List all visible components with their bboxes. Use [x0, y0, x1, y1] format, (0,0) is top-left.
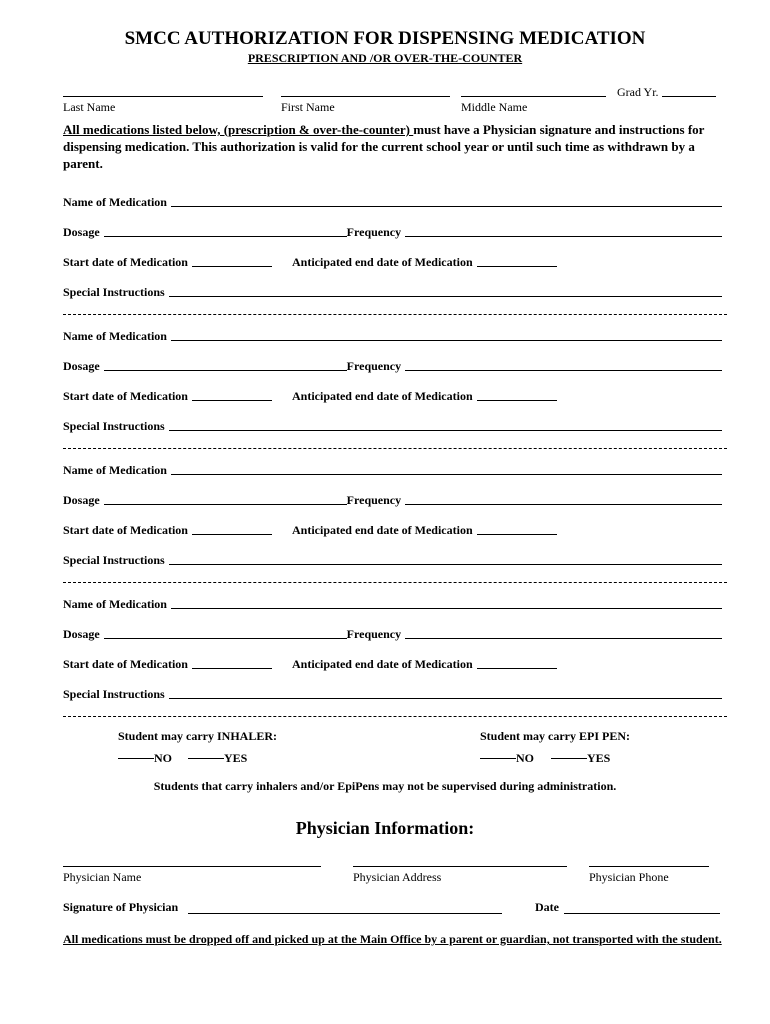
- medication-3-dates-row: [63, 522, 722, 538]
- med-dosage-label: Dosage: [63, 493, 100, 507]
- physician-name-field[interactable]: [63, 866, 321, 867]
- grad-yr-label: Grad Yr.: [617, 85, 659, 99]
- medication-2-special-row: [63, 418, 722, 434]
- med-name-label: Name of Medication: [63, 597, 167, 611]
- med-end-label: Anticipated end date of Medication: [291, 657, 473, 671]
- med-dosage-label: Dosage: [63, 359, 100, 373]
- footer-notice: All medications must be dropped off and picked up at the Main Office by a parent or guardian, not transported with the student.: [63, 932, 722, 946]
- inhaler-label: Student may carry INHALER:: [118, 729, 277, 743]
- inhaler-no-blank[interactable]: [118, 758, 154, 759]
- inhaler-no-label: NO: [154, 751, 172, 765]
- med-start-label: Start date of Medication: [63, 523, 188, 537]
- med-special-field[interactable]: [169, 296, 722, 297]
- epipen-label: Student may carry EPI PEN:: [480, 729, 630, 743]
- date-label: Date: [535, 900, 559, 914]
- epipen-no-option[interactable]: [480, 751, 534, 766]
- med-start-label: Start date of Medication: [63, 255, 188, 269]
- med-frequency-label: Frequency: [346, 493, 402, 507]
- physician-phone-field[interactable]: [589, 866, 709, 867]
- medication-4-dates-row: [63, 656, 722, 672]
- date-field[interactable]: [564, 913, 720, 914]
- med-frequency-label: Frequency: [346, 359, 402, 373]
- physician-phone-label: Physician Phone: [589, 870, 669, 884]
- med-frequency-field[interactable]: [405, 370, 722, 371]
- inhaler-yes-label: YES: [224, 751, 248, 765]
- medication-2-name-row: [63, 328, 722, 344]
- med-end-field[interactable]: [477, 400, 557, 401]
- med-end-field[interactable]: [477, 668, 557, 669]
- medication-4-special-row: [63, 686, 722, 702]
- physician-name-label: Physician Name: [63, 870, 142, 884]
- med-end-field[interactable]: [477, 266, 557, 267]
- first-name-label: First Name: [281, 100, 335, 114]
- med-special-label: Special Instructions: [63, 553, 165, 567]
- med-name-field[interactable]: [171, 474, 722, 475]
- form-subtitle: PRESCRIPTION AND /OR OVER-THE-COUNTER: [247, 51, 523, 65]
- medication-1-special-row: [63, 284, 722, 300]
- separator-dashed: [63, 448, 727, 449]
- med-name-field[interactable]: [171, 608, 722, 609]
- intro-underlined: All medications listed below, (prescription & over-the-counter): [63, 122, 414, 137]
- medication-3-dosage-row: [63, 492, 722, 508]
- med-special-label: Special Instructions: [63, 419, 165, 433]
- med-special-label: Special Instructions: [63, 687, 165, 701]
- form-title: SMCC AUTHORIZATION FOR DISPENSING MEDICATION: [124, 28, 646, 49]
- medication-1-name-row: [63, 194, 722, 210]
- med-start-field[interactable]: [192, 668, 272, 669]
- med-special-field[interactable]: [169, 430, 722, 431]
- med-start-field[interactable]: [192, 534, 272, 535]
- med-frequency-field[interactable]: [405, 236, 722, 237]
- epipen-yes-blank[interactable]: [551, 758, 587, 759]
- med-end-label: Anticipated end date of Medication: [291, 523, 473, 537]
- medication-2-dosage-row: [63, 358, 722, 374]
- med-start-label: Start date of Medication: [63, 657, 188, 671]
- carry-notice: Students that carry inhalers and/or EpiPens may not be supervised during administration.: [153, 779, 617, 793]
- med-dosage-field[interactable]: [104, 504, 347, 505]
- last-name-label: Last Name: [63, 100, 116, 114]
- med-end-label: Anticipated end date of Medication: [291, 255, 473, 269]
- separator-dashed: [63, 582, 727, 583]
- signature-field[interactable]: [188, 913, 502, 914]
- first-name-field[interactable]: [281, 96, 450, 97]
- med-frequency-field[interactable]: [405, 638, 722, 639]
- med-frequency-label: Frequency: [346, 225, 402, 239]
- med-dosage-label: Dosage: [63, 225, 100, 239]
- med-name-label: Name of Medication: [63, 329, 167, 343]
- inhaler-yes-option[interactable]: [188, 751, 247, 766]
- med-dosage-field[interactable]: [104, 370, 347, 371]
- med-name-label: Name of Medication: [63, 463, 167, 477]
- med-special-label: Special Instructions: [63, 285, 165, 299]
- epipen-yes-label: YES: [587, 751, 611, 765]
- med-end-label: Anticipated end date of Medication: [291, 389, 473, 403]
- separator-dashed: [63, 314, 727, 315]
- med-special-field[interactable]: [169, 698, 722, 699]
- epipen-no-blank[interactable]: [480, 758, 516, 759]
- signature-label: Signature of Physician: [63, 900, 179, 914]
- middle-name-label: Middle Name: [461, 100, 528, 114]
- med-dosage-field[interactable]: [104, 236, 347, 237]
- physician-heading: Physician Information:: [295, 818, 475, 838]
- med-dosage-field[interactable]: [104, 638, 347, 639]
- med-name-label: Name of Medication: [63, 195, 167, 209]
- med-start-field[interactable]: [192, 400, 272, 401]
- separator-dashed: [63, 716, 727, 717]
- med-start-label: Start date of Medication: [63, 389, 188, 403]
- grad-yr-field[interactable]: [662, 96, 716, 97]
- medication-4-dosage-row: [63, 626, 722, 642]
- medication-1-dates-row: [63, 254, 722, 270]
- inhaler-no-option[interactable]: [118, 751, 172, 766]
- epipen-yes-option[interactable]: [551, 751, 610, 766]
- med-special-field[interactable]: [169, 564, 722, 565]
- intro-rest: must have a Physician signature and instructions for dispensing medication. This authorization is valid for the current school year or until such time as withdrawn by a parent.: [63, 122, 705, 171]
- physician-address-field[interactable]: [353, 866, 567, 867]
- med-end-field[interactable]: [477, 534, 557, 535]
- med-frequency-field[interactable]: [405, 504, 722, 505]
- medication-3-name-row: [63, 462, 722, 478]
- epipen-no-label: NO: [516, 751, 534, 765]
- intro-paragraph: [63, 121, 723, 172]
- med-name-field[interactable]: [171, 206, 722, 207]
- last-name-field[interactable]: [63, 96, 263, 97]
- physician-address-label: Physician Address: [353, 870, 442, 884]
- medication-4-name-row: [63, 596, 722, 612]
- med-dosage-label: Dosage: [63, 627, 100, 641]
- medication-3-special-row: [63, 552, 722, 568]
- inhaler-yes-blank[interactable]: [188, 758, 224, 759]
- medication-2-dates-row: [63, 388, 722, 404]
- medication-1-dosage-row: [63, 224, 722, 240]
- med-start-field[interactable]: [192, 266, 272, 267]
- med-name-field[interactable]: [171, 340, 722, 341]
- med-frequency-label: Frequency: [346, 627, 402, 641]
- middle-name-field[interactable]: [461, 96, 606, 97]
